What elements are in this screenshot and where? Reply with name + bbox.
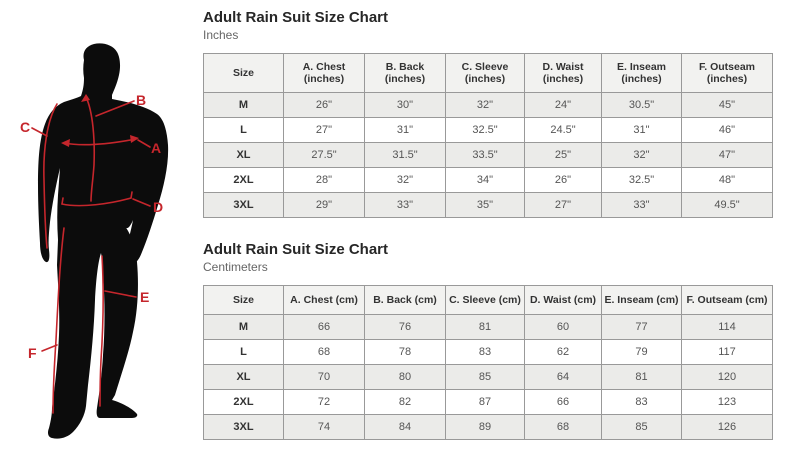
size-cell: L <box>204 118 284 143</box>
figure-label-b: B <box>136 92 147 108</box>
value-cell: 49.5" <box>682 193 773 218</box>
table-row <box>204 340 773 365</box>
value-cell: 27" <box>525 193 602 218</box>
body-measurement-diagram <box>0 0 195 456</box>
size-cell: XL <box>204 143 284 168</box>
value-cell: 32.5" <box>602 168 682 193</box>
column-header: B. Back (cm) <box>365 286 446 315</box>
value-cell: 34" <box>446 168 525 193</box>
value-cell: 48" <box>682 168 773 193</box>
value-cell: 82 <box>365 390 446 415</box>
value-cell: 32" <box>365 168 446 193</box>
column-header: Size <box>204 286 284 315</box>
value-cell: 31.5" <box>365 143 446 168</box>
table-row <box>204 193 773 218</box>
value-cell: 89 <box>446 415 525 440</box>
size-cell: L <box>204 340 284 365</box>
value-cell: 45" <box>682 93 773 118</box>
column-header: D. Waist (cm) <box>525 286 602 315</box>
value-cell: 33" <box>365 193 446 218</box>
value-cell: 32" <box>446 93 525 118</box>
value-cell: 64 <box>525 365 602 390</box>
value-cell: 31" <box>602 118 682 143</box>
value-cell: 83 <box>446 340 525 365</box>
table-row <box>204 143 773 168</box>
table-row <box>204 93 773 118</box>
section-subtitle: Inches <box>203 28 239 42</box>
value-cell: 25" <box>525 143 602 168</box>
value-cell: 35" <box>446 193 525 218</box>
value-cell: 117 <box>682 340 773 365</box>
column-header: F. Outseam (cm) <box>682 286 773 315</box>
value-cell: 79 <box>602 340 682 365</box>
value-cell: 87 <box>446 390 525 415</box>
body-silhouette <box>38 43 168 438</box>
figure-label-f: F <box>28 345 37 361</box>
column-header: C. Sleeve (inches) <box>446 54 525 93</box>
table-row <box>204 365 773 390</box>
value-cell: 68 <box>284 340 365 365</box>
table-row <box>204 390 773 415</box>
value-cell: 114 <box>682 315 773 340</box>
value-cell: 70 <box>284 365 365 390</box>
column-header: F. Outseam (inches) <box>682 54 773 93</box>
value-cell: 81 <box>602 365 682 390</box>
value-cell: 68 <box>525 415 602 440</box>
figure-label-a: A <box>151 140 162 156</box>
size-cell: M <box>204 93 284 118</box>
value-cell: 24.5" <box>525 118 602 143</box>
value-cell: 123 <box>682 390 773 415</box>
value-cell: 78 <box>365 340 446 365</box>
column-header: E. Inseam (inches) <box>602 54 682 93</box>
column-header: C. Sleeve (cm) <box>446 286 525 315</box>
waist-hook-right <box>131 192 132 198</box>
table-row <box>204 168 773 193</box>
value-cell: 30.5" <box>602 93 682 118</box>
value-cell: 47" <box>682 143 773 168</box>
column-header: E. Inseam (cm) <box>602 286 682 315</box>
value-cell: 26" <box>284 93 365 118</box>
size-cell: 2XL <box>204 390 284 415</box>
value-cell: 27" <box>284 118 365 143</box>
value-cell: 33.5" <box>446 143 525 168</box>
size-table-centimeters <box>203 285 773 440</box>
value-cell: 76 <box>365 315 446 340</box>
value-cell: 62 <box>525 340 602 365</box>
value-cell: 30" <box>365 93 446 118</box>
header-row <box>204 286 773 315</box>
value-cell: 81 <box>446 315 525 340</box>
value-cell: 33" <box>602 193 682 218</box>
section-title: Adult Rain Suit Size Chart <box>203 241 389 258</box>
figure-label-c: C <box>20 119 31 135</box>
column-header: A. Chest (cm) <box>284 286 365 315</box>
value-cell: 26" <box>525 168 602 193</box>
table-row <box>204 415 773 440</box>
table-row <box>204 118 773 143</box>
centimeters-section <box>203 241 772 440</box>
size-table-inches <box>203 53 773 218</box>
value-cell: 85 <box>446 365 525 390</box>
size-cell: M <box>204 315 284 340</box>
value-cell: 120 <box>682 365 773 390</box>
size-cell: 3XL <box>204 415 284 440</box>
value-cell: 28" <box>284 168 365 193</box>
value-cell: 126 <box>682 415 773 440</box>
value-cell: 85 <box>602 415 682 440</box>
size-cell: 2XL <box>204 168 284 193</box>
value-cell: 66 <box>284 315 365 340</box>
header-row <box>204 54 773 93</box>
waist-hook-left <box>62 198 63 204</box>
value-cell: 80 <box>365 365 446 390</box>
section-subtitle: Centimeters <box>203 260 268 274</box>
measurement-figure <box>0 0 195 456</box>
table-row <box>204 315 773 340</box>
column-header: Size <box>204 54 284 93</box>
column-header: B. Back (inches) <box>365 54 446 93</box>
value-cell: 31" <box>365 118 446 143</box>
value-cell: 66 <box>525 390 602 415</box>
value-cell: 27.5" <box>284 143 365 168</box>
column-header: D. Waist (inches) <box>525 54 602 93</box>
section-title: Adult Rain Suit Size Chart <box>203 9 389 26</box>
inches-section <box>203 9 772 218</box>
size-cell: 3XL <box>204 193 284 218</box>
value-cell: 60 <box>525 315 602 340</box>
value-cell: 29" <box>284 193 365 218</box>
value-cell: 32.5" <box>446 118 525 143</box>
figure-label-d: D <box>153 199 164 215</box>
size-cell: XL <box>204 365 284 390</box>
value-cell: 72 <box>284 390 365 415</box>
value-cell: 84 <box>365 415 446 440</box>
value-cell: 32" <box>602 143 682 168</box>
figure-label-e: E <box>140 289 150 305</box>
value-cell: 74 <box>284 415 365 440</box>
column-header: A. Chest (inches) <box>284 54 365 93</box>
value-cell: 24" <box>525 93 602 118</box>
value-cell: 77 <box>602 315 682 340</box>
value-cell: 46" <box>682 118 773 143</box>
value-cell: 83 <box>602 390 682 415</box>
